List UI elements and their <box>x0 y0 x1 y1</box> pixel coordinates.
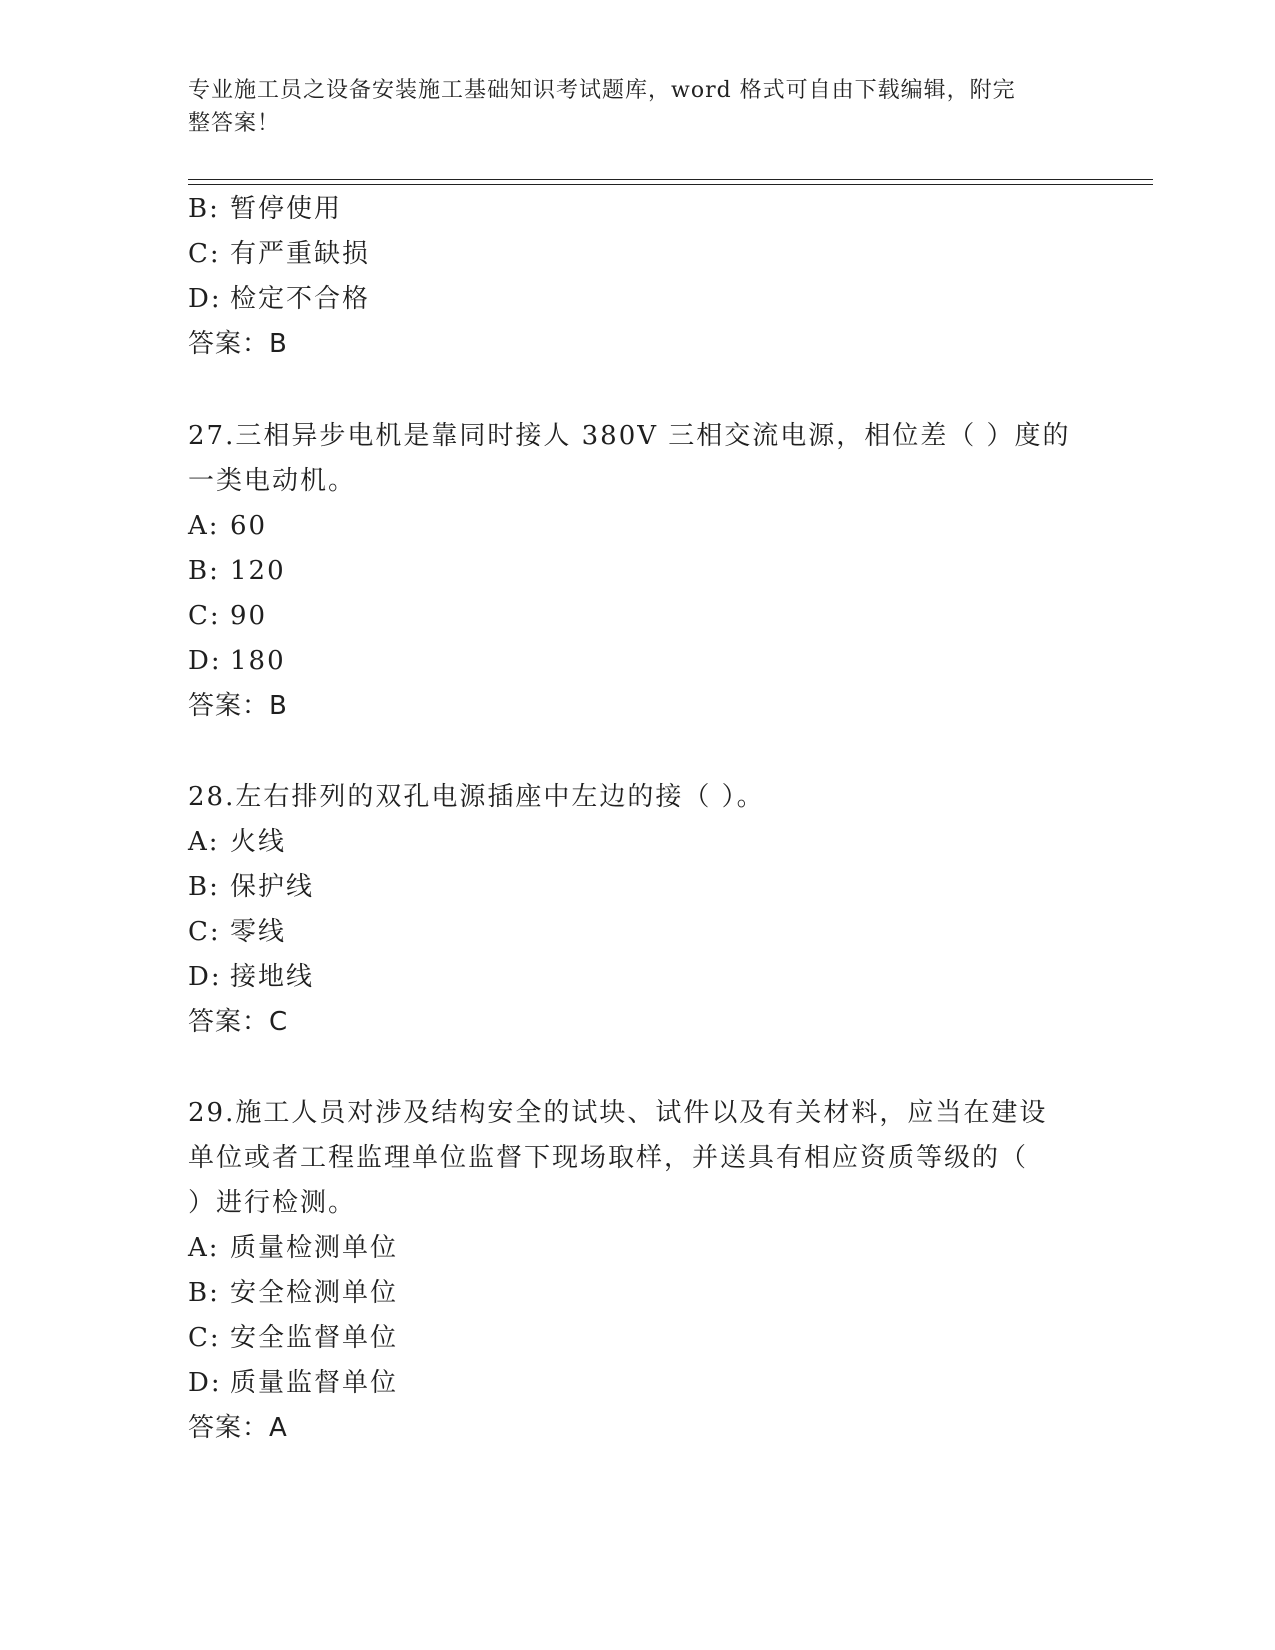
header-line-1: 专业施工员之设备安装施工基础知识考试题库，word 格式可自由下载编辑，附完 <box>188 78 1016 103</box>
option-letter: C: <box>188 1323 221 1353</box>
q27-answer: 答案：B <box>188 691 288 721</box>
page-header <box>188 74 1068 140</box>
option-letter: C: <box>188 239 221 269</box>
option-letter: D: <box>188 962 222 992</box>
option-letter: C: <box>188 917 221 947</box>
q27-stem-line-2: 一类电动机。 <box>188 466 357 496</box>
option-letter: D: <box>188 646 222 676</box>
q28-option-c <box>188 916 1088 948</box>
option-text: 安全检测单位 <box>230 1278 399 1308</box>
header-divider-top <box>188 179 1153 180</box>
option-text: 接地线 <box>230 962 315 992</box>
option-text: 90 <box>230 601 268 631</box>
q28-answer: 答案：C <box>188 1007 289 1037</box>
q29-option-b <box>188 1277 1088 1309</box>
q29-stem-line-2: 单位或者工程监理单位监督下现场取样，并送具有相应资质等级的（ <box>188 1143 1029 1173</box>
q28-option-a <box>188 826 1088 858</box>
option-text: 有严重缺损 <box>230 239 371 269</box>
option-letter: B: <box>188 1278 220 1308</box>
option-letter: A: <box>188 511 220 541</box>
q26-answer: 答案：B <box>188 329 288 359</box>
q26-option-b <box>188 193 1088 225</box>
q28-option-b <box>188 871 1088 903</box>
option-text: 暂停使用 <box>230 194 343 224</box>
option-text: 保护线 <box>230 872 315 902</box>
q29-stem-line-3: ）进行检测。 <box>188 1188 357 1218</box>
option-letter: A: <box>188 827 220 857</box>
q27-option-d <box>188 645 1088 677</box>
q27-option-b <box>188 555 1088 587</box>
q29-option-a <box>188 1232 1088 1264</box>
option-text: 火线 <box>230 827 287 857</box>
option-letter: B: <box>188 194 220 224</box>
option-text: 质量监督单位 <box>230 1368 399 1398</box>
option-letter: B: <box>188 872 220 902</box>
option-text: 180 <box>230 646 286 676</box>
option-text: 安全监督单位 <box>230 1323 399 1353</box>
option-text: 质量检测单位 <box>230 1233 399 1263</box>
option-letter: B: <box>188 556 220 586</box>
header-line-2: 整答案！ <box>188 111 281 136</box>
option-letter: C: <box>188 601 221 631</box>
option-text: 120 <box>230 556 286 586</box>
q29-option-c <box>188 1322 1088 1354</box>
option-text: 检定不合格 <box>230 284 371 314</box>
q29-answer: 答案：A <box>188 1413 288 1443</box>
option-letter: D: <box>188 284 222 314</box>
option-text: 零线 <box>230 917 287 947</box>
q26-option-d <box>188 283 1088 315</box>
q27-stem-line-1: 27.三相异步电机是靠同时接人 380V 三相交流电源，相位差（ ）度的 <box>188 421 1071 451</box>
option-letter: A: <box>188 1233 220 1263</box>
q29-option-d <box>188 1367 1088 1399</box>
q27-option-c <box>188 600 1088 632</box>
q26-option-c <box>188 238 1088 270</box>
q29-stem-line-1: 29.施工人员对涉及结构安全的试块、试件以及有关材料，应当在建设 <box>188 1098 1048 1128</box>
option-text: 60 <box>230 511 268 541</box>
header-divider-bottom <box>188 184 1153 185</box>
q28-option-d <box>188 961 1088 993</box>
q28-stem-line-1: 28.左右排列的双孔电源插座中左边的接（ ）。 <box>188 782 765 812</box>
option-letter: D: <box>188 1368 222 1398</box>
q27-option-a <box>188 510 1088 542</box>
